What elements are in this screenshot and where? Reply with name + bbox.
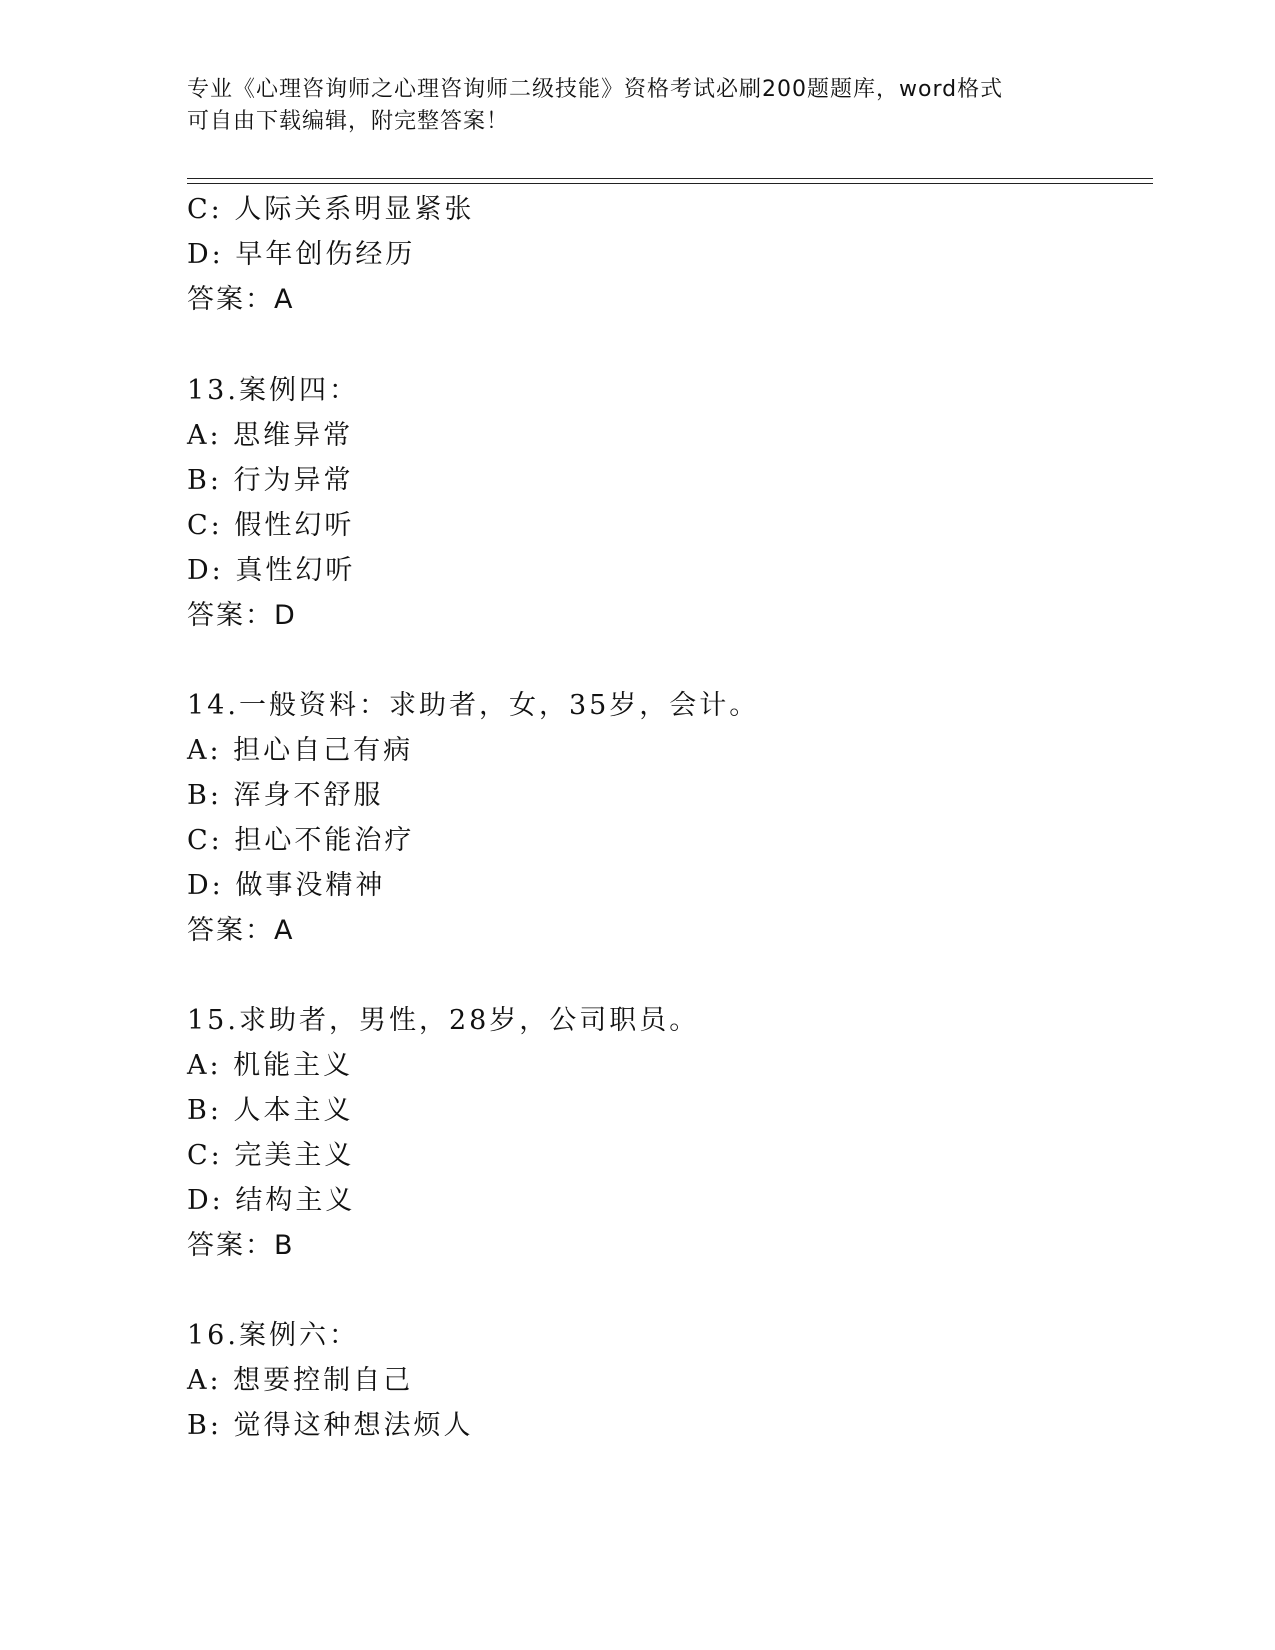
option-d: D: 真性幻听 bbox=[187, 555, 356, 586]
option-a: A: 担心自己有病 bbox=[187, 735, 414, 766]
header-divider-bottom bbox=[187, 183, 1153, 184]
answer: 答案：B bbox=[187, 1230, 295, 1261]
option-d: D: 早年创伤经历 bbox=[187, 239, 416, 270]
question-14: 14.一般资料：求助者，女，35岁，会计。 bbox=[187, 690, 760, 721]
document-header bbox=[187, 74, 1087, 138]
header-divider-top bbox=[187, 178, 1153, 179]
question-13: 13.案例四： bbox=[187, 375, 359, 406]
answer: 答案：D bbox=[187, 600, 297, 631]
option-c: C: 人际关系明显紧张 bbox=[187, 194, 475, 225]
header-line-1: 专业《心理咨询师之心理咨询师二级技能》资格考试必刷200题题库，word格式 bbox=[187, 77, 1004, 102]
option-a: A: 思维异常 bbox=[187, 420, 354, 451]
option-c: C: 假性幻听 bbox=[187, 510, 355, 541]
answer: 答案：A bbox=[187, 915, 295, 946]
option-c: C: 完美主义 bbox=[187, 1140, 355, 1171]
question-15: 15.求助者，男性，28岁，公司职员。 bbox=[187, 1005, 700, 1036]
option-d: D: 做事没精神 bbox=[187, 870, 386, 901]
answer: 答案：A bbox=[187, 284, 295, 315]
option-a: A: 想要控制自己 bbox=[187, 1365, 414, 1396]
option-b: B: 觉得这种想法烦人 bbox=[187, 1410, 474, 1441]
question-16: 16.案例六： bbox=[187, 1320, 359, 1351]
option-d: D: 结构主义 bbox=[187, 1185, 356, 1216]
option-b: B: 行为异常 bbox=[187, 465, 354, 496]
option-b: B: 人本主义 bbox=[187, 1095, 354, 1126]
option-b: B: 浑身不舒服 bbox=[187, 780, 384, 811]
option-a: A: 机能主义 bbox=[187, 1050, 354, 1081]
option-c: C: 担心不能治疗 bbox=[187, 825, 415, 856]
header-line-2: 可自由下载编辑，附完整答案！ bbox=[187, 109, 510, 134]
